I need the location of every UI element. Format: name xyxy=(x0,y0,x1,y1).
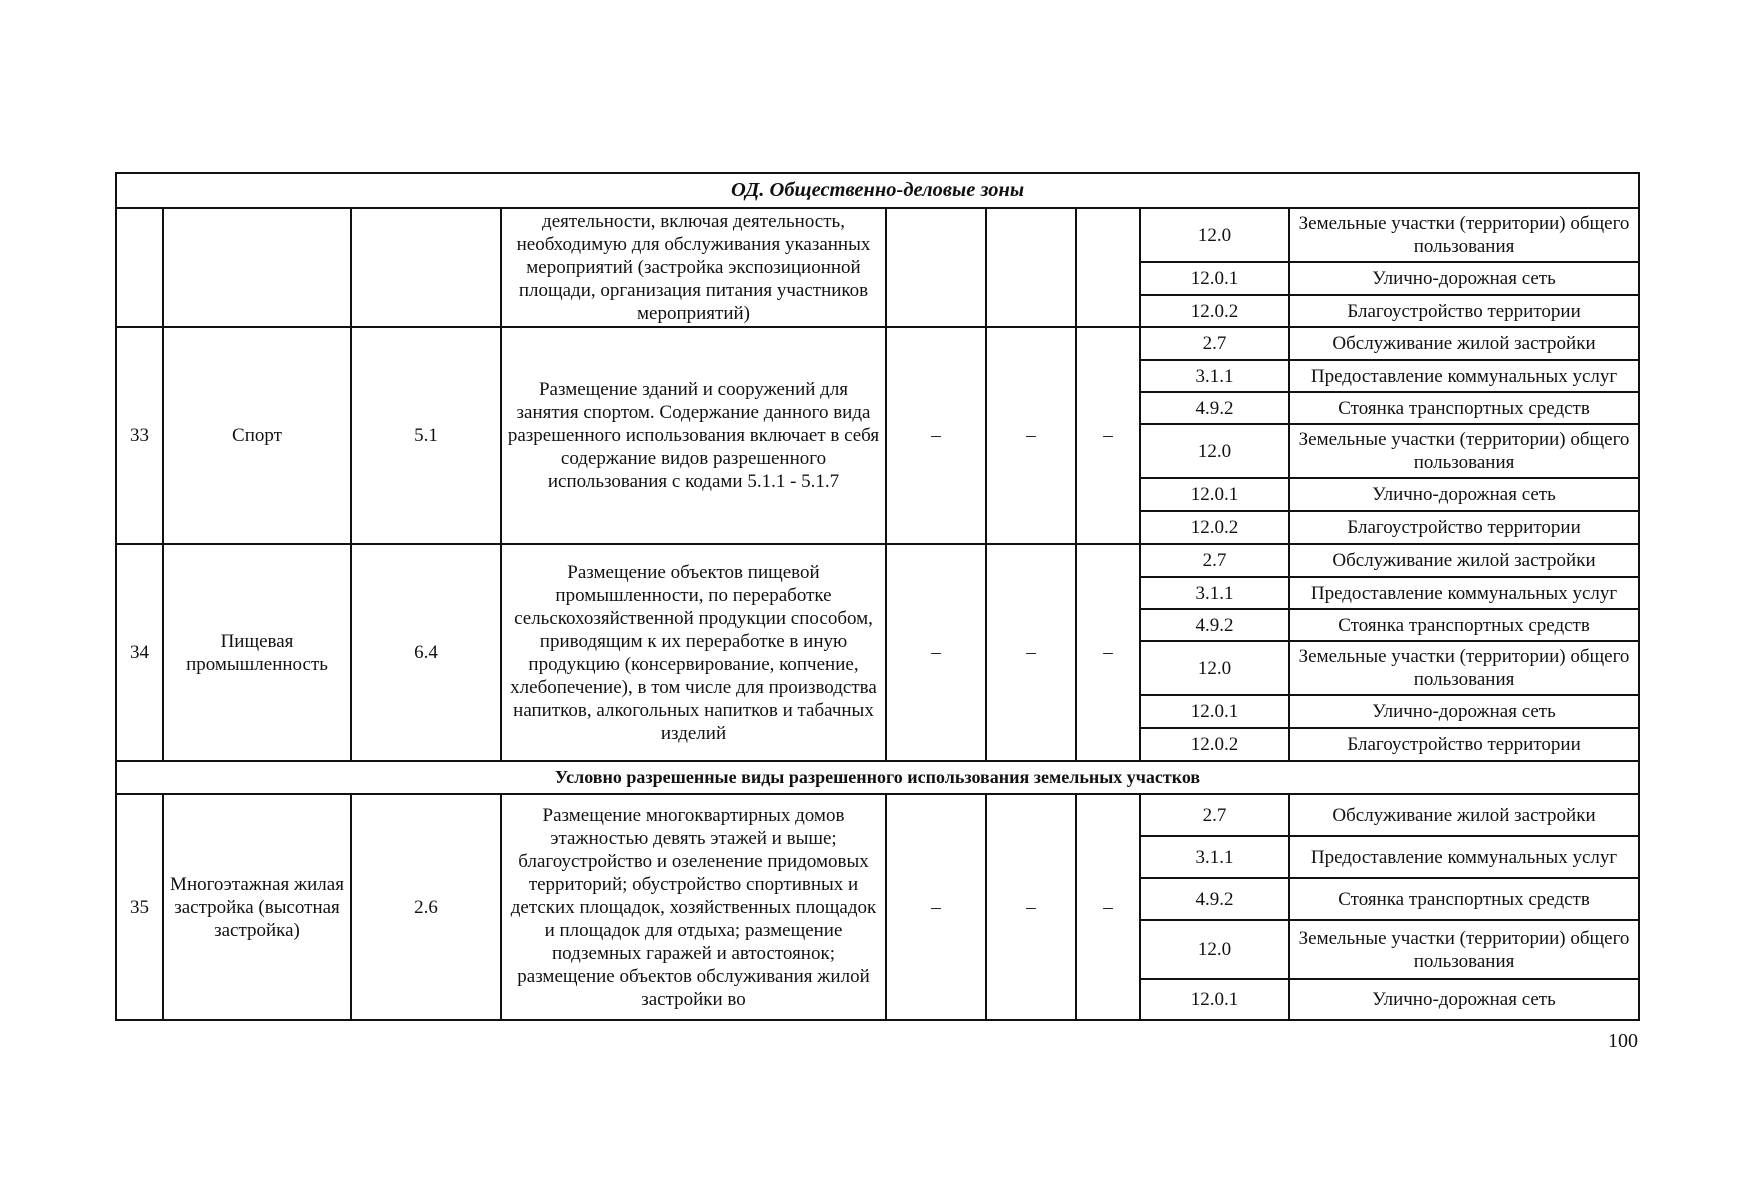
use-type-code: 2.6 xyxy=(351,794,501,1020)
related-code: 3.1.1 xyxy=(1140,577,1289,609)
use-type-code: 5.1 xyxy=(351,327,501,544)
use-type-name: Многоэтажная жилая застройка (высотная застройка) xyxy=(163,794,351,1020)
related-code: 3.1.1 xyxy=(1140,360,1289,392)
param-cell-3 xyxy=(1076,208,1140,327)
related-code: 12.0 xyxy=(1140,641,1289,695)
related-name: Земельные участки (территории) общего пользования xyxy=(1289,208,1639,262)
related-name: Предоставление коммунальных услуг xyxy=(1289,360,1639,392)
use-type-name xyxy=(163,208,351,327)
param-cell-1: – xyxy=(886,794,986,1020)
related-name: Стоянка транспортных средств xyxy=(1289,878,1639,920)
related-code: 2.7 xyxy=(1140,327,1289,360)
use-type-code: 6.4 xyxy=(351,544,501,761)
param-cell-2: – xyxy=(986,544,1076,761)
use-type-description: Размещение многоквартирных домов этажностью девять этажей и выше; благоустройство и озеленение придомовых территорий; обустройство спортивных и детских площадок, хозяйственных площадок и площадок для отдыха; размещение подземных гаражей и автостоянок; размещение объектов обслуживания жилой застройки во xyxy=(501,794,886,1020)
related-name: Земельные участки (территории) общего пользования xyxy=(1289,641,1639,695)
row-number xyxy=(116,208,163,327)
section-header-row xyxy=(116,761,1639,794)
related-name: Земельные участки (территории) общего пользования xyxy=(1289,424,1639,478)
related-name: Улично-дорожная сеть xyxy=(1289,478,1639,511)
related-name: Улично-дорожная сеть xyxy=(1289,262,1639,295)
land-use-table xyxy=(115,172,1640,1021)
related-code: 12.0.1 xyxy=(1140,478,1289,511)
related-code: 12.0.2 xyxy=(1140,511,1289,544)
related-name: Благоустройство территории xyxy=(1289,295,1639,327)
row-number: 34 xyxy=(116,544,163,761)
use-type-name: Пищевая промышленность xyxy=(163,544,351,761)
related-code: 4.9.2 xyxy=(1140,609,1289,641)
section-title: Условно разрешенные виды разрешенного использования земельных участков xyxy=(116,761,1639,794)
related-name: Благоустройство территории xyxy=(1289,511,1639,544)
param-cell-3: – xyxy=(1076,544,1140,761)
param-cell-2: – xyxy=(986,794,1076,1020)
related-name: Обслуживание жилой застройки xyxy=(1289,327,1639,360)
related-code: 12.0.2 xyxy=(1140,295,1289,327)
related-code: 12.0.1 xyxy=(1140,695,1289,728)
use-type-name: Спорт xyxy=(163,327,351,544)
related-code: 12.0 xyxy=(1140,424,1289,478)
param-cell-3: – xyxy=(1076,327,1140,544)
table-row xyxy=(116,327,1639,360)
related-code: 4.9.2 xyxy=(1140,878,1289,920)
zone-header-row xyxy=(116,173,1639,208)
param-cell-1 xyxy=(886,208,986,327)
related-name: Стоянка транспортных средств xyxy=(1289,392,1639,424)
use-type-description: Размещение зданий и сооружений для занятия спортом. Содержание данного вида разрешенного использования включает в себя содержание видов разрешенного использования с кодами 5.1.1 - 5.1.7 xyxy=(501,327,886,544)
param-cell-1: – xyxy=(886,327,986,544)
related-code: 12.0.1 xyxy=(1140,979,1289,1020)
page-number: 100 xyxy=(1608,1030,1638,1052)
related-name: Предоставление коммунальных услуг xyxy=(1289,577,1639,609)
row-number: 35 xyxy=(116,794,163,1020)
related-name: Улично-дорожная сеть xyxy=(1289,695,1639,728)
param-cell-2: – xyxy=(986,327,1076,544)
related-code: 3.1.1 xyxy=(1140,836,1289,878)
table-row xyxy=(116,208,1639,262)
related-code: 12.0 xyxy=(1140,920,1289,979)
param-cell-1: – xyxy=(886,544,986,761)
related-code: 4.9.2 xyxy=(1140,392,1289,424)
related-code: 12.0.2 xyxy=(1140,728,1289,761)
use-type-description: деятельности, включая деятельность, необходимую для обслуживания указанных мероприятий (застройка экспозиционной площади, организация питания участников мероприятий) xyxy=(501,208,886,327)
related-name: Обслуживание жилой застройки xyxy=(1289,794,1639,836)
related-code: 12.0 xyxy=(1140,208,1289,262)
zone-title: ОД. Общественно-деловые зоны xyxy=(116,173,1639,208)
related-name: Земельные участки (территории) общего пользования xyxy=(1289,920,1639,979)
related-code: 2.7 xyxy=(1140,544,1289,577)
param-cell-3: – xyxy=(1076,794,1140,1020)
param-cell-2 xyxy=(986,208,1076,327)
table-row xyxy=(116,544,1639,577)
related-code: 12.0.1 xyxy=(1140,262,1289,295)
use-type-code xyxy=(351,208,501,327)
table-row xyxy=(116,794,1639,836)
related-name: Обслуживание жилой застройки xyxy=(1289,544,1639,577)
related-name: Предоставление коммунальных услуг xyxy=(1289,836,1639,878)
row-number: 33 xyxy=(116,327,163,544)
related-name: Улично-дорожная сеть xyxy=(1289,979,1639,1020)
related-name: Благоустройство территории xyxy=(1289,728,1639,761)
use-type-description: Размещение объектов пищевой промышленности, по переработке сельскохозяйственной продукции способом, приводящим к их переработке в иную продукцию (консервирование, копчение, хлебопечение), в том числе для производства напитков, алкогольных напитков и табачных изделий xyxy=(501,544,886,761)
related-code: 2.7 xyxy=(1140,794,1289,836)
related-name: Стоянка транспортных средств xyxy=(1289,609,1639,641)
